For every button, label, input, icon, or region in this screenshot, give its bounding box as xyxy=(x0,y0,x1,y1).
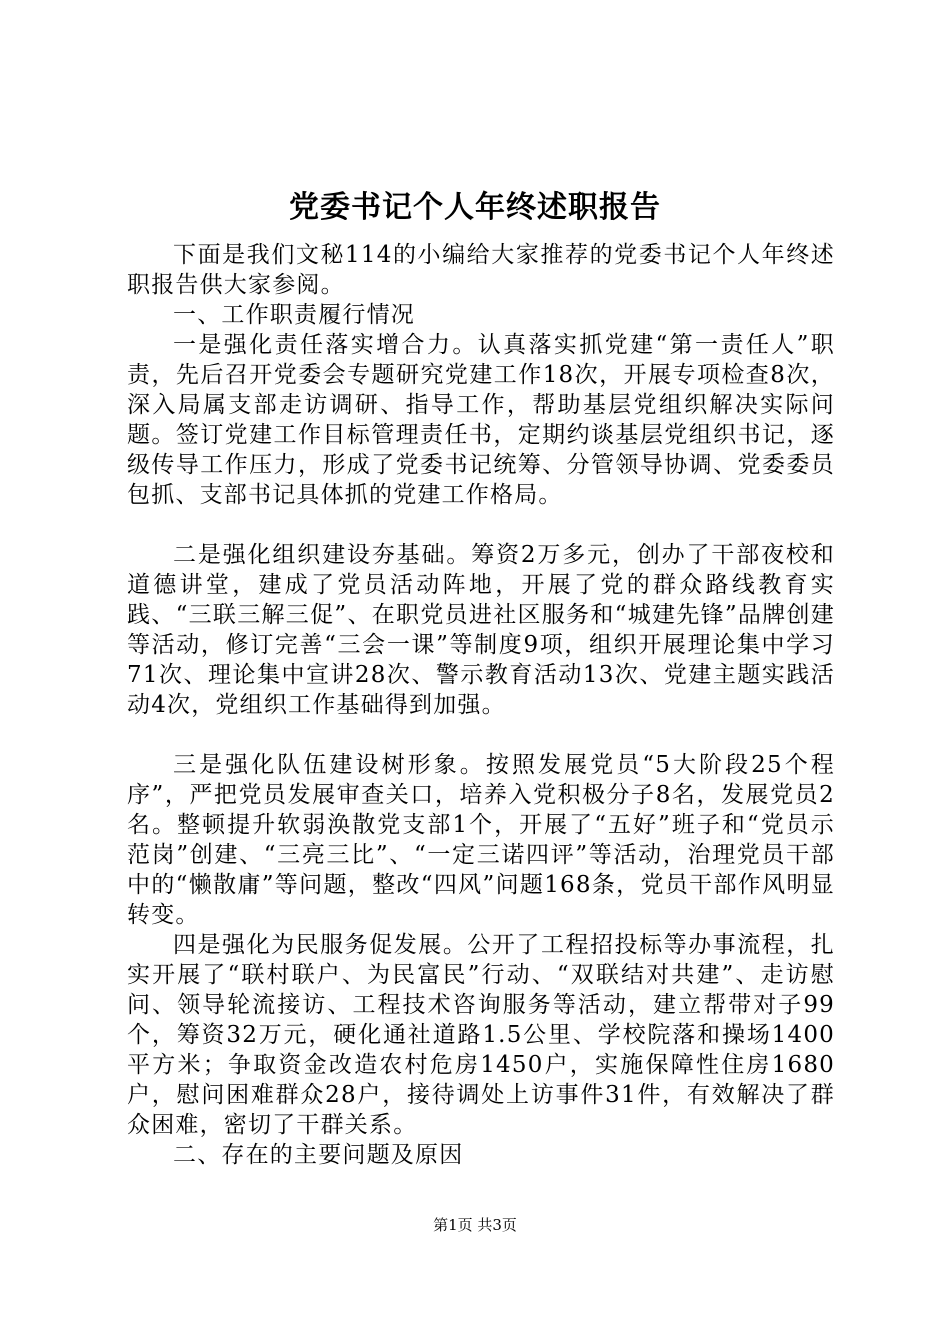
section-heading-2: 二、存在的主要问题及原因 xyxy=(173,1142,464,1168)
section-heading-1: 一、工作职责履行情况 xyxy=(173,302,415,328)
intro-paragraph: 下面是我们文秘114的小编给大家推荐的党委书记个人年终述职报告供大家参阅。 xyxy=(127,242,835,298)
paragraph-organization: 二是强化组织建设夯基础。筹资2万多元，创办了干部夜校和道德讲堂，建成了党员活动阵地，开展了党的群众路线教育实践、“三联三解三促”、在职党员进社区服务和“城建先锋”品牌创建等活动，修订完善“三会一课”等制度9项，组织开展理论集中学习71次、理论集中宣讲28次、警示教育活动13次、党建主题实践活动4次，党组织工作基础得到加强。 xyxy=(127,542,835,718)
document-body xyxy=(127,240,835,1170)
paragraph-team-building: 三是强化队伍建设树形象。按照发展党员“5大阶段25个程序”，严把党员发展审查关口，培养入党积极分子8名，发展党员2名。整顿提升软弱涣散党支部1个，开展了“五好”班子和“党员示范岗”创建、“三亮三比”、“一定三诺四评”等活动，治理党员干部中的“懒散庸”等问题，整改“四风”问题168条，党员干部作风明显转变。 xyxy=(127,752,835,928)
paragraph-responsibility: 一是强化责任落实增合力。认真落实抓党建“第一责任人”职责，先后召开党委会专题研究党建工作18次，开展专项检查8次，深入局属支部走访调研、指导工作，帮助基层党组织解决实际问题。签订党建工作目标管理责任书，定期约谈基层党组织书记，逐级传导工作压力，形成了党委书记统筹、分管领导协调、党委委员包抓、支部书记具体抓的党建工作格局。 xyxy=(127,332,835,508)
paragraph-public-service: 四是强化为民服务促发展。公开了工程招投标等办事流程，扎实开展了“联村联户、为民富民”行动、“双联结对共建”、走访慰问、领导轮流接访、工程技术咨询服务等活动，建立帮带对子99个，筹资32万元，硬化通社道路1.5公里、学校院落和操场1400平方米；争取资金改造农村危房1450户，实施保障性住房1680户，慰问困难群众28户，接待调处上访事件31件，有效解决了群众困难，密切了干群关系。 xyxy=(127,932,835,1138)
paragraph-spacer xyxy=(127,720,835,750)
page-footer: 第1页 共3页 xyxy=(433,1216,517,1234)
document-title: 党委书记个人年终述职报告 xyxy=(289,190,661,225)
paragraph-spacer xyxy=(127,510,835,540)
